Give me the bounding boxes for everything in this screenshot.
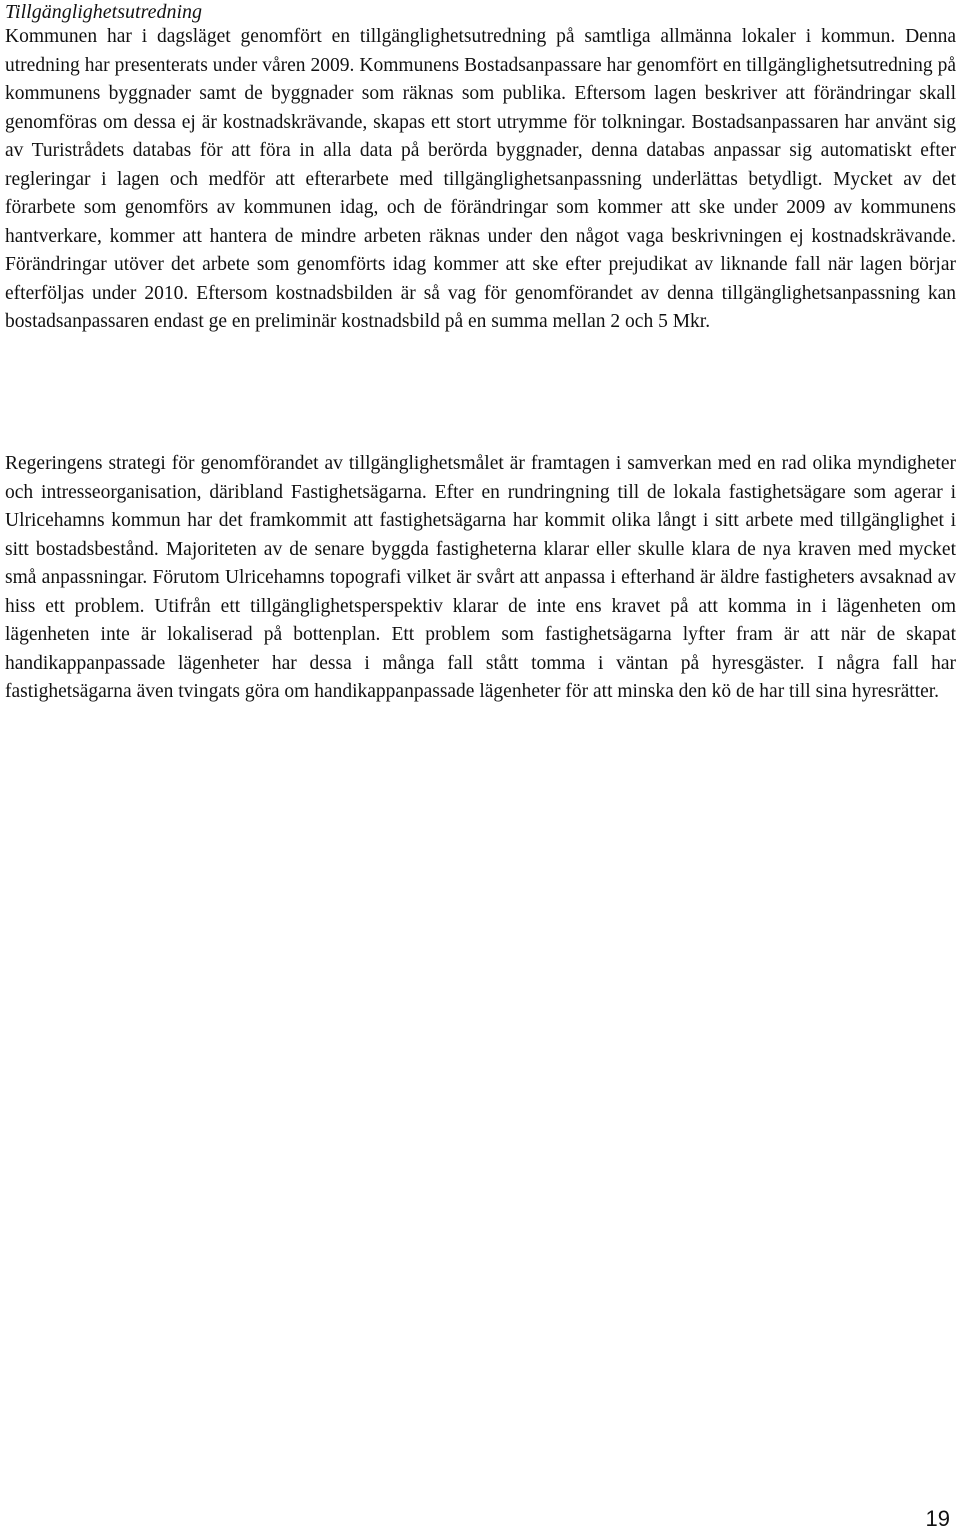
document-page — [5, 0, 956, 1537]
body-paragraph-1: Kommunen har i dagsläget genomfört en tillgänglighetsutredning på samtliga allmänna lokaler i kommun. Denna utredning har presenterats under våren 2009. Kommunens Bostadsanpassare har genomfört en tillgänglighetsutredning på kommunens byggnader samt de byggnader som räknas som publika. Eftersom lagen beskriver att förändringar skall genomföras om dessa ej är kostnadskrävande, skapas ett stort utrymme för tolkningar. Bostadsanpassaren har använt sig av Turistrådets databas för att föra in alla data på berörda byggnader, denna databas anpassar sig automatiskt efter regleringar i lagen och medför att efterarbete med tillgänglighetsanpassning underlättas betydligt. Mycket av det förarbete som genomförs av kommunen idag, och de förändringar som kommer att ske under 2009 av kommunens hantverkare, kommer att hantera de mindre arbeten räknas under den något vaga beskrivningen ej kostnadskrävande. Förändringar utöver det arbete som genomförts idag kommer att ske efter prejudikat av liknande fall när lagen börjar efterföljas under 2010. Eftersom kostnadsbilden är så vag för genomförandet av denna tillgänglighetsanpassning kan bostadsanpassaren endast ge en preliminär kostnadsbild på en summa mellan 2 och 5 Mkr. — [5, 26, 956, 332]
page-number: 19 — [925, 1506, 950, 1531]
section-heading: Tillgänglighetsutredning — [5, 1, 203, 23]
body-paragraph-2: Regeringens strategi för genomförandet av tillgänglighetsmålet är framtagen i samverkan med en rad olika myndigheter och intresseorganisation, däribland Fastighetsägarna. Efter en rundringning till de lokala fastighetsägare som agerar i Ulricehamns kommun har det framkommit att fastighetsägarna har kommit olika långt i sitt arbete med tillgänglighet i sitt bostadsbestånd. Majoriteten av de senare byggda fastigheterna klarar eller skulle klara de nya kraven med mycket små anpassningar. Förutom Ulricehamns topografi vilket är svårt att anpassa i efterhand är äldre fastigheters avsaknad av hiss ett problem. Utifrån ett tillgänglighetsperspektiv klarar de inte ens kravet på att komma in i lägenheten om lägenheten inte är lokaliserad på bottenplan. Ett problem som fastighetsägarna lyfter fram är att när de skapat handikappanpassade lägenheter har dessa i många fall stått tomma i väntan på hyresgäster. I några fall har fastighetsägarna även tvingats göra om handikappanpassade lägenheter för att minska den kö de har till sina hyresrätter. — [5, 453, 956, 702]
